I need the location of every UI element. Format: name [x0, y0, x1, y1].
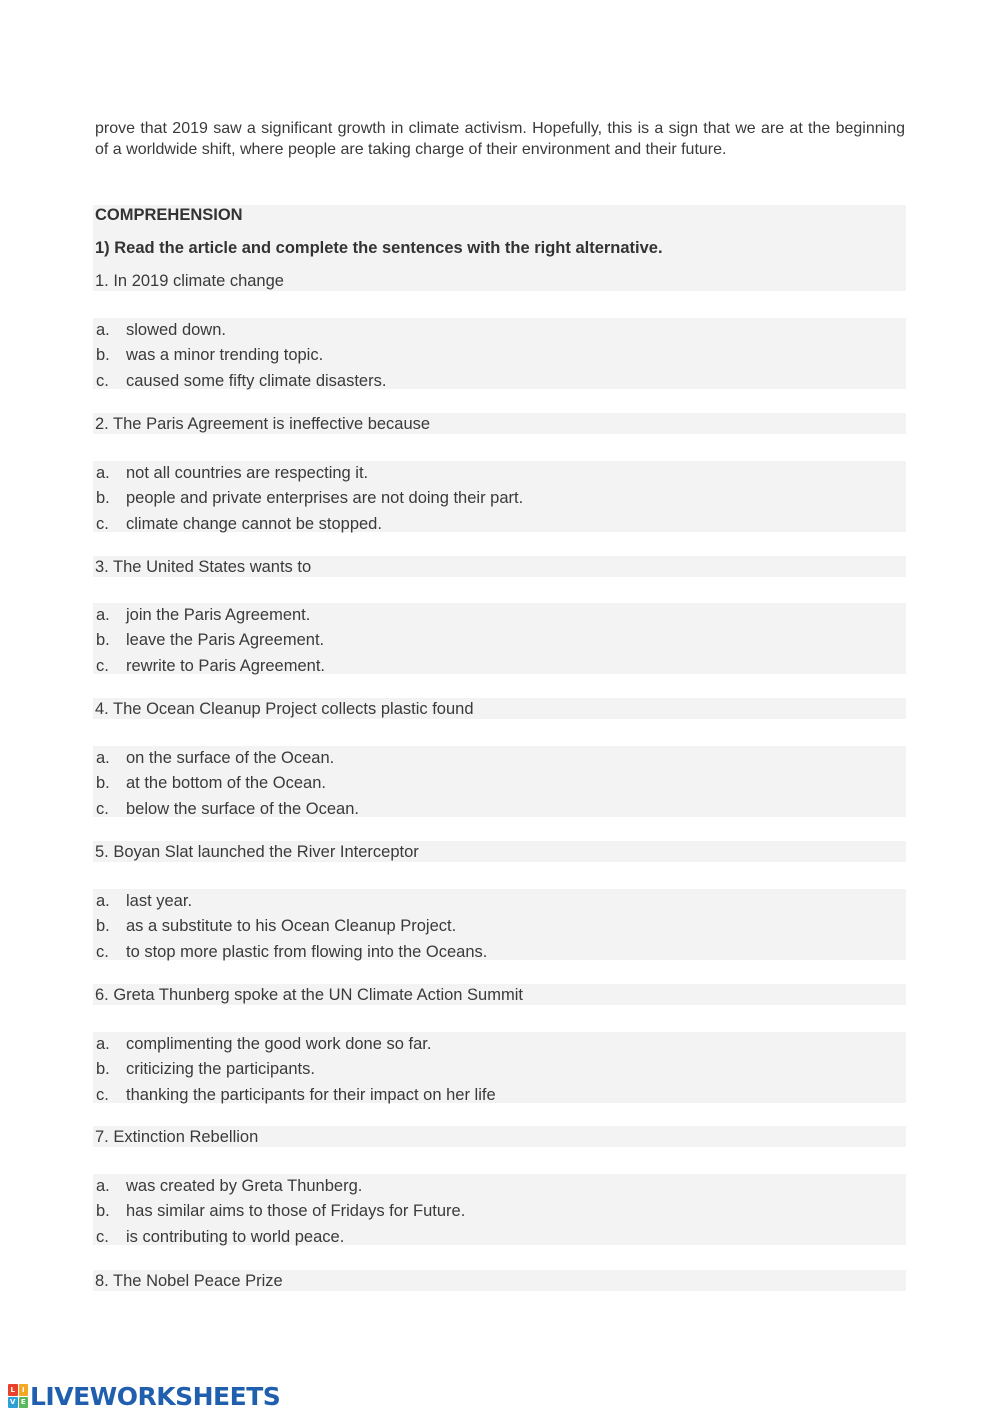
option-letter: a. — [96, 1035, 110, 1053]
option-letter: c. — [96, 1227, 109, 1246]
option-letter: c. — [96, 799, 109, 818]
option-letter: c. — [96, 1085, 109, 1104]
option-text: was a minor trending topic. — [126, 346, 324, 365]
option-text: to stop more plastic from flowing into the Oceans. — [126, 942, 488, 961]
option-text: at the bottom of the Ocean. — [126, 774, 326, 793]
option-text: leave the Paris Agreement. — [126, 631, 325, 650]
option-letter: b. — [96, 917, 110, 936]
option-text: slowed down. — [126, 321, 226, 339]
question-stem: 5. Boyan Slat launched the River Interceptor — [95, 843, 419, 861]
option-letter: b. — [96, 1060, 110, 1079]
logo-badge-icon — [8, 1384, 28, 1408]
logo-text: LIVEWORKSHEETS — [30, 1381, 281, 1411]
option-text: was created by Greta Thunberg. — [126, 1177, 363, 1195]
option-letter: c. — [96, 942, 109, 961]
option-text: criticizing the participants. — [126, 1060, 315, 1079]
liveworksheets-logo — [8, 1382, 280, 1410]
logo-letter: V — [8, 1397, 18, 1409]
option-text: complimenting the good work done so far. — [126, 1035, 432, 1053]
option-text: has similar aims to those of Fridays for Future. — [126, 1202, 466, 1221]
option-text: as a substitute to his Ocean Cleanup Project. — [126, 917, 457, 936]
option-text: below the surface of the Ocean. — [126, 799, 359, 818]
instruction: 1) Read the article and complete the sentences with the right alternative. — [95, 239, 663, 257]
option-text: climate change cannot be stopped. — [126, 514, 382, 533]
option-letter: a. — [96, 606, 110, 624]
question-stem: 4. The Ocean Cleanup Project collects plastic found — [95, 700, 474, 718]
logo-letter: L — [8, 1384, 18, 1396]
option-text: thanking the participants for their impact on her life — [126, 1085, 496, 1104]
option-letter: b. — [96, 774, 110, 793]
option-letter: a. — [96, 749, 110, 767]
option-letter: c. — [96, 371, 109, 390]
section-title: COMPREHENSION — [95, 206, 243, 224]
option-text: rewrite to Paris Agreement. — [126, 656, 325, 675]
option-letter: b. — [96, 631, 110, 650]
option-text: caused some fifty climate disasters. — [126, 371, 387, 390]
option-letter: a. — [96, 464, 110, 482]
option-letter: b. — [96, 1202, 110, 1221]
question-stem: 8. The Nobel Peace Prize — [95, 1272, 283, 1290]
option-text: is contributing to world peace. — [126, 1227, 345, 1246]
question-stem: 3. The United States wants to — [95, 558, 312, 576]
option-text: last year. — [126, 892, 193, 910]
intro-paragraph: prove that 2019 saw a significant growth in climate activism. Hopefully, this is a sign that we are at the beginning of a worldwide shift, where people are taking charge of their environment and their future. — [95, 120, 905, 158]
option-text: on the surface of the Ocean. — [126, 749, 335, 767]
question-stem: 7. Extinction Rebellion — [95, 1128, 259, 1146]
option-text: join the Paris Agreement. — [126, 606, 311, 624]
question-stem: 1. In 2019 climate change — [95, 272, 284, 290]
question-stem: 6. Greta Thunberg spoke at the UN Climate Action Summit — [95, 986, 523, 1004]
option-letter: a. — [96, 321, 110, 339]
question-stem: 2. The Paris Agreement is ineffective because — [95, 415, 431, 433]
option-text: not all countries are respecting it. — [126, 464, 369, 482]
option-letter: b. — [96, 489, 110, 508]
option-text: people and private enterprises are not doing their part. — [126, 489, 524, 508]
option-letter: c. — [96, 656, 109, 675]
option-letter: a. — [96, 892, 110, 910]
option-letter: c. — [96, 514, 109, 533]
option-letter: a. — [96, 1177, 110, 1195]
option-letter: b. — [96, 346, 110, 365]
logo-letter: E — [19, 1397, 29, 1409]
logo-letter: I — [19, 1384, 29, 1396]
